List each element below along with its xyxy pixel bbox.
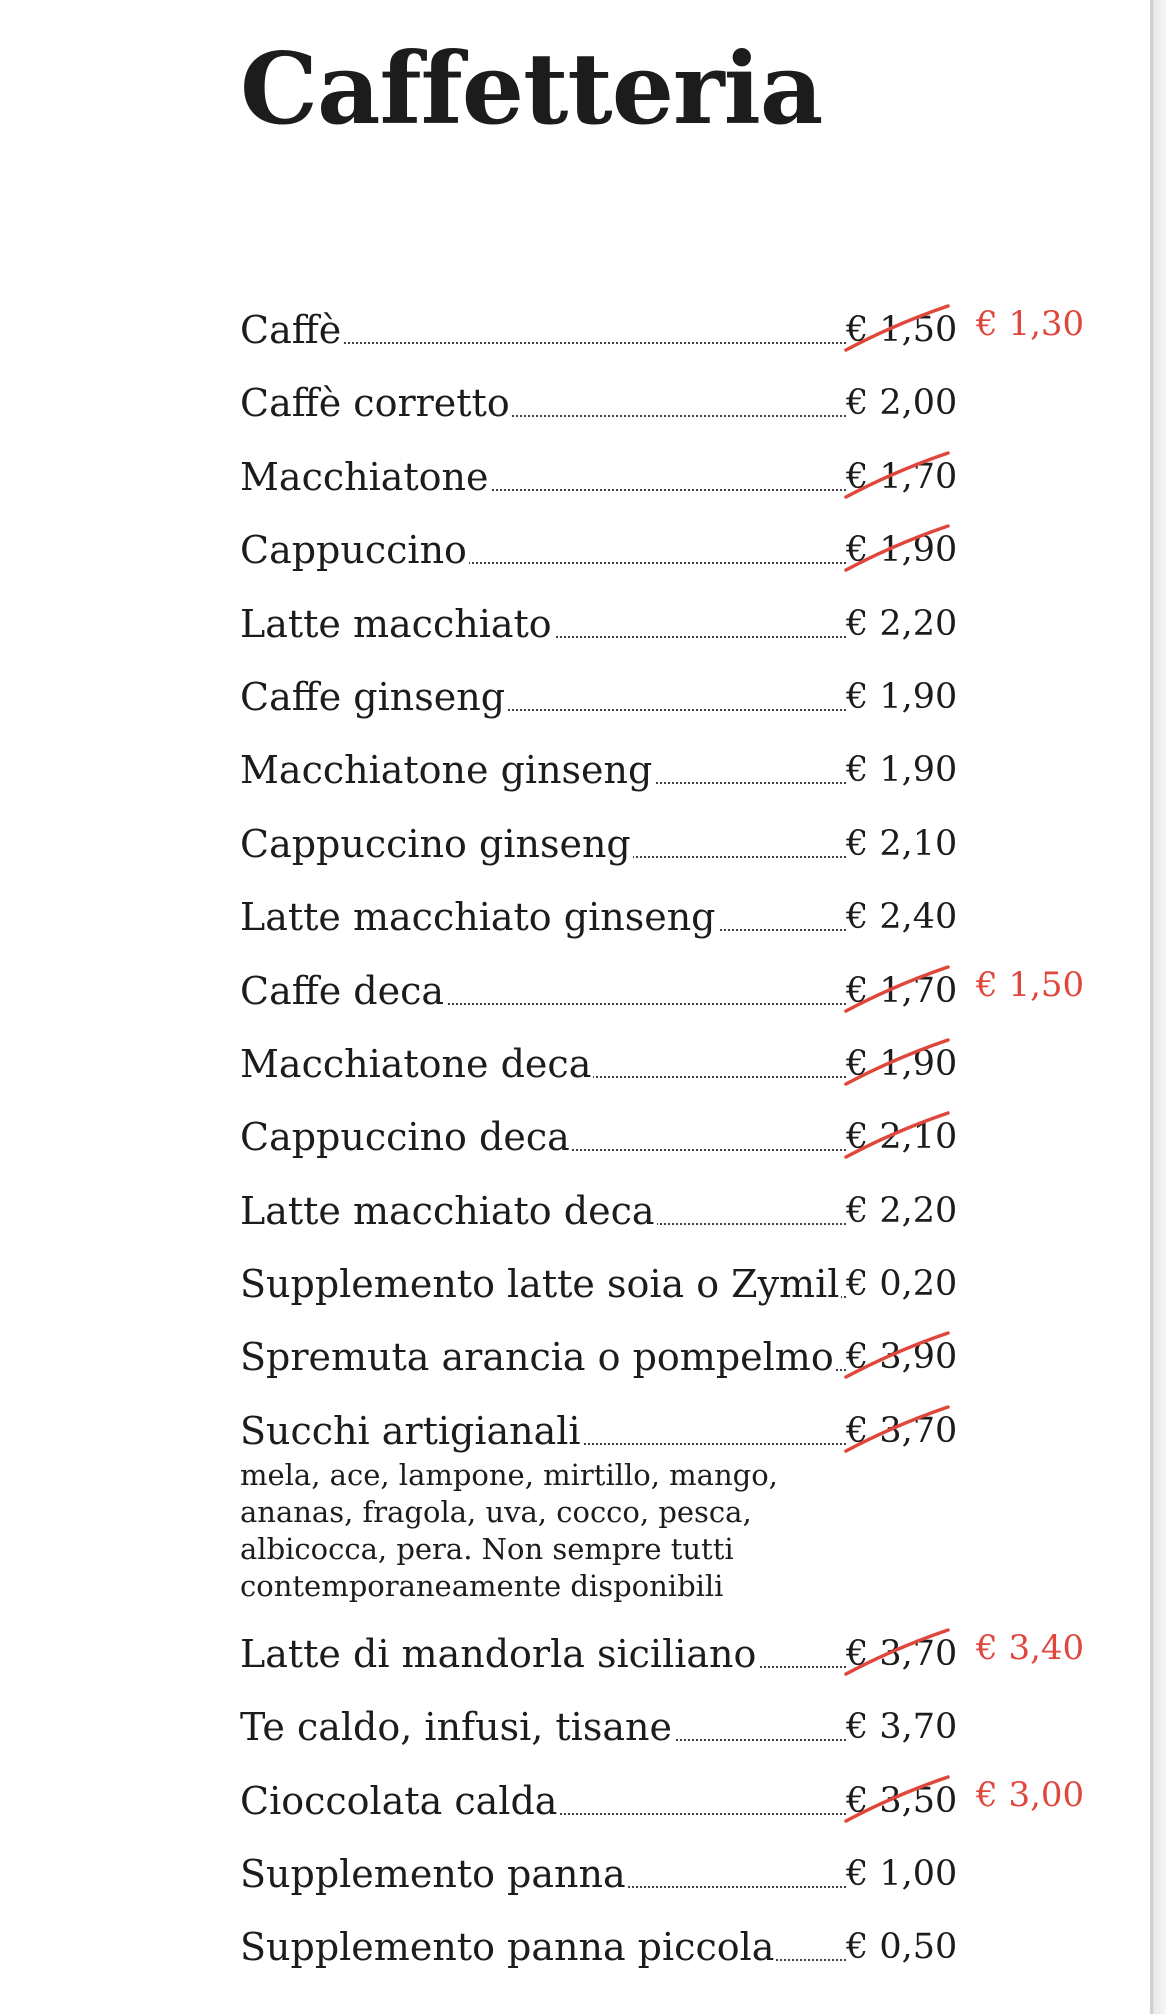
menu-item-name: Latte di mandorla siciliano (240, 1631, 757, 1676)
menu-item (240, 1695, 1100, 1768)
menu-item-name: Cappuccino deca (240, 1115, 570, 1160)
menu-item-name: Caffe ginseng (240, 674, 506, 719)
menu-item-name: Cioccolata calda (240, 1778, 558, 1823)
menu-item-price: € 0,50 (846, 1927, 958, 1968)
strikethrough-mark (840, 1329, 952, 1387)
old-price: € 3,70 (846, 1633, 958, 1674)
menu-item-name: Macchiatone deca (240, 1041, 592, 1086)
old-price: € 1,70 (846, 970, 958, 1011)
menu-item-price: € 1,90 (846, 750, 958, 791)
menu-item (240, 1179, 1100, 1252)
menu-item (240, 1252, 1100, 1325)
old-price: € 1,50 (846, 310, 958, 350)
old-price: € 1,70 (846, 456, 958, 497)
menu-item-name: Latte macchiato ginseng (240, 895, 716, 940)
menu-item (240, 959, 1100, 1032)
old-price: € 3,70 (846, 1410, 958, 1451)
menu-item (240, 1769, 1100, 1842)
menu-item (240, 1915, 1100, 1988)
strikethrough-mark (840, 302, 952, 360)
strikethrough-mark (840, 449, 952, 507)
old-price: € 2,10 (846, 1117, 958, 1158)
menu-item-name: Succhi artigianali (240, 1408, 581, 1453)
menu-item-price: € 2,10 (846, 823, 958, 864)
menu-item-name: Macchiatone ginseng (240, 748, 653, 793)
menu-item-price: € 3,70 (846, 1707, 958, 1748)
menu-item-name: Supplemento panna piccola (240, 1925, 775, 1970)
menu-item-name: Cappuccino (240, 528, 467, 573)
menu-item (240, 1399, 1100, 1622)
strikethrough-mark (840, 1403, 952, 1461)
menu-item (240, 1842, 1100, 1915)
old-price: € 3,50 (846, 1780, 958, 1821)
menu-item-price: € 2,40 (846, 897, 958, 938)
menu-item-name: Macchiatone (240, 454, 489, 499)
menu-item-name: Latte macchiato deca (240, 1188, 655, 1233)
old-price: € 1,90 (846, 530, 958, 571)
new-price: € 1,50 (976, 964, 1085, 1005)
menu-item (240, 518, 1100, 591)
menu-item-price: € 1,90 (846, 676, 958, 717)
menu-item-name: Caffè (240, 308, 342, 352)
new-price: € 1,30 (976, 304, 1085, 344)
menu-item-name: Spremuta arancia o pompelmo (240, 1335, 834, 1380)
menu-item (240, 371, 1100, 444)
menu-item (240, 812, 1100, 885)
menu-item-price: € 2,00 (846, 383, 958, 424)
strikethrough-mark (840, 1626, 952, 1684)
page-title: Caffetteria (240, 32, 823, 147)
new-price: € 3,40 (976, 1627, 1085, 1668)
menu-item (240, 738, 1100, 811)
menu-item-name: Caffè corretto (240, 381, 510, 426)
new-price: € 3,00 (976, 1774, 1085, 1815)
menu-item (240, 445, 1100, 518)
strikethrough-mark (840, 522, 952, 580)
old-price: € 3,90 (846, 1337, 958, 1378)
menu-item (240, 1105, 1100, 1178)
menu-list (240, 298, 1100, 1989)
menu-item-name: Latte macchiato (240, 601, 552, 646)
menu-item-name: Supplemento panna (240, 1852, 626, 1897)
menu-item-name: Cappuccino ginseng (240, 821, 631, 866)
menu-item-name: Te caldo, infusi, tisane (240, 1705, 672, 1750)
menu-item (240, 298, 1100, 371)
menu-item-name: Caffe deca (240, 968, 445, 1013)
menu-item (240, 1032, 1100, 1105)
menu-item-price: € 2,20 (846, 603, 958, 644)
strikethrough-mark (840, 1036, 952, 1094)
menu-item (240, 592, 1100, 665)
menu-item (240, 1325, 1100, 1398)
menu-item-name: Supplemento latte soia o Zymil (240, 1262, 840, 1307)
strikethrough-mark (840, 963, 952, 1021)
menu-item (240, 665, 1100, 738)
menu-item-price: € 0,20 (846, 1264, 958, 1305)
menu-item-price: € 1,00 (846, 1854, 958, 1895)
strikethrough-mark (840, 1109, 952, 1167)
page-edge-shadow (1150, 0, 1166, 2014)
strikethrough-mark (840, 1773, 952, 1831)
old-price: € 1,90 (846, 1043, 958, 1084)
menu-item (240, 885, 1100, 958)
menu-item-price: € 2,20 (846, 1190, 958, 1231)
menu-item (240, 1622, 1100, 1695)
menu-item-description: mela, ace, lampone, mirtillo, mango, ananas, fragola, uva, cocco, pesca, albicocca, pera. Non sempre tutti contemporaneamente disponibili (240, 1457, 778, 1603)
